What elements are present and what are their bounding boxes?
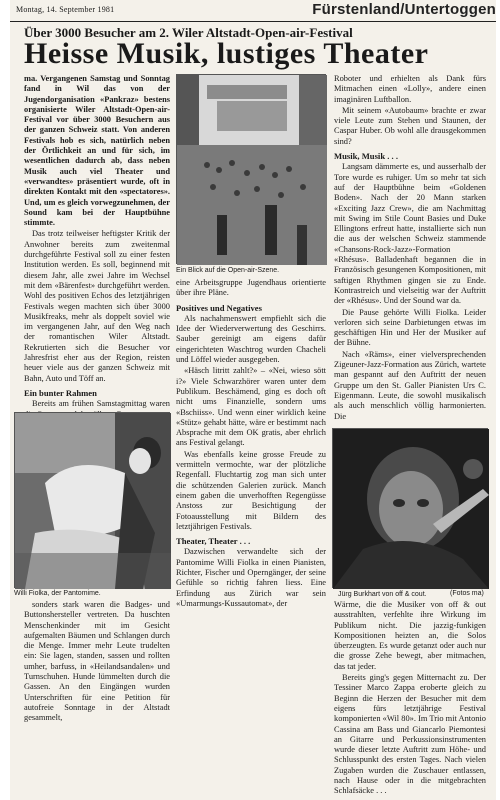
page-header [10,0,496,22]
paragraph: sonders stark waren die Badges- und Buttonshersteller vertreten. Da huschten Menschenkinder mit im Gesicht aufgemalten Bäumen und Schlangen durch die Menge. Immer mehr Leute trudelten ein: Sie lagen, standen, sassen und rollten umher, barfuss, in «Heilandsandalen» und Turnschuhen. Hunde lümmelten durch die Gassen. An den Eingängen wurden Unterschriften für eine Petition für autofreie Sonntage in der Altstadt gesammelt, [24,600,170,723]
mime-photo-image [15,413,171,589]
crowd-photo-caption: Ein Blick auf die Open-air-Szene. [176,267,280,274]
lead-paragraph: ma. Vergangenen Samstag und Sonntag fand in Wil das von der Jugendorganisation «Pankraz» bestens organisierte Wiler Altstadt-Open-air-Festival vor über 3000 Besuchern aus der ganzen Schweiz statt. Von anderen Festivals hob es sich, natürlich neben der Örtlichkeit an und für sich, im wesentlichen dadurch ab, dass neben Musik auch viel Theater und «verwandtes» präsentiert wurde, oft in direkten Kontakt mit den «spectatores». Und, um es gleich vorwegzunehmen, der Sound kam bei der Hauptbühne stimmte. [24,74,170,228]
paragraph: Das trotz teilweiser heftigster Kritik der Anwohner bereits zum zweitenmal durchgeführte Festival soll zu einer festen Institution werden. Es soll, beginnend mit diesem Jahr, alle zwei Jahre im Wechsel mit dem «Bärenfest» durchgeführt werden. Wohl des positiven Echos des letztjährigen Festivals wegen machten sich über 3000 Musikfreaks, mehr als doppelt soviel wie im vergangenen Jahr, auf den Weg nach der romantischen Wiler Altstadt. Rekrutierten sich die Besucher vor Jahresfrist eher aus der Region, reisten heuer viele aus der ganzen Schweiz mit Bahn, Auto und Töff an. [24,229,170,383]
saxophonist-photo-image [333,429,489,589]
paragraph: Was ebenfalls keine grosse Freude zu vermitteln vermochte, war der plötzliche Regenfall. Fluchtartig zog man sich unter die schützenden Galerien zurück. Manch einem gaben die unverhofften Regengüsse Anstoss zur Besichtigung der Fotoausstellung mit Bildern des letztjährigen Festivals. [176,449,326,531]
photo-credit: (Fotos ma) [450,590,484,597]
paragraph: Mit seinem «Autobaum» brachte er zwar viele Leute zum Stehen und Staunen, der Caspar Huber. Ob wohl alle drausgekommen sind? [334,105,486,146]
paragraph: Bereits am frühen Samstagmittag waren [32,399,170,409]
article-headline: Heisse Musik, lustiges Theater [24,37,429,70]
paragraph: Nach «Räms», einer vielversprechenden Zigeuner-Jazz-Formation aus Zürich, wartete man gespannt auf den Auftritt der neuen Gruppe um den St. Galler Pianisten Urs C. Eigenmann. Leute, die sowohl musikalisch als auch menschlich völlig harmonierten. Die [334,349,486,421]
paragraph: Roboter und erhielten als Dank fürs Mitmachen einen «Lolly», andere einen imaginären Luftballon. [334,74,486,104]
article-column-3-continued [334,600,486,796]
subheading: Musik, Musik . . . [334,151,398,162]
section-title: Fürstenland/Untertoggen [312,1,496,18]
mime-photo-caption: Willi Fiolka, der Pantomime. [14,590,101,597]
subheading: Theater, Theater . . . [176,536,251,547]
subheading: Ein bunter Rahmen [24,387,97,398]
paragraph: «Häsch litritt zahlt?» – «Nei, wieso sött i?» Viele Schwarzhörer waren unter dem Publikum. Beschämend, ging es doch oft nicht ums Finanzielle, sondern ums «Bschiiss». Und wenn einer wirklich keine «Stütz» gehabt hätte, wäre er bestimmt nach Absprache mit dem OK gratis, aber ehrlich ans Festival gelangt. [176,366,326,448]
article-column-3 [334,74,486,426]
crowd-photo [176,74,326,264]
paragraph: Als nachahmenswert empfiehlt sich die Idee der Wiederverwertung des Geschirrs. Sauber gereinigt am eigens dafür eingerichteten Waschtrog wurden Chacheli und Löffel wieder ausgegeben. [176,313,326,365]
paragraph: Langsam dämmerte es, und ausserhalb der Tore wurde es ruhiger. Um so mehr tat sich auf der Hauptbühne beim «Goldenen Boden». Nach der 20 Mann starken «Exciting Jazz Crew», die am Nachmittag mit Swing im Stile Count Basies und Duke Ellingtons erfreut hatte, installierte sich nun die aus der welschen Schweiz stammende «Chansons-Rock-Jazz»-Formation «Rhésus». Balladenhaft begannen die in Französisch gesungenen Kompositionen, mit saftigen Rhythmen gingen sie zu Ende. Kontrastreich und vielseitig war der Auftritt der «Rhésus». Und der Sound war da. [334,162,486,306]
mime-photo [14,412,170,588]
article-column-1 [24,74,170,409]
article-column-1-continued [24,600,170,780]
paragraph: eine Arbeitsgruppe Jugendhaus orientierte über ihre Pläne. [176,278,326,298]
paragraph: Dazwischen verwandelte sich der Pantomime Willi Fiolka in einen Pianisten, Richter, Fischer und Operngänger, der seine Gefühle so richtig fahren liess. Eine Erfindung aus Zürich war sein «Umarmungs-Kussautomat», der [176,547,326,608]
paragraph: Bereits ging's gegen Mitternacht zu. Der Tessiner Marco Zappa eroberte gleich zu Beginn die Herzen der Besucher mit dem eigens fürs letztjährige Festival komponierten «Wil 80». Im Trio mit Antonio Cassina am Bass und Giancarlo Piemontesi an Gitarre und Perkussionsinstrumenten wurde dieser letzte Auftritt zum Höhe- und Schlusspunkt des ersten Tages. Nach vielen Zugaben wurden die Zuschauer entlassen, nach Hause oder in die mitgebrachten Schlafsäcke . . . [334,673,486,796]
paragraph: Die Pause gehörte Willi Fiolka. Leider verloren sich seine Darbietungen etwas im geschäftigen Hin und Her der Musiker auf der Bühne. [334,307,486,348]
saxophonist-photo-caption: Jürg Burkhart von off & cout. [338,591,427,598]
article-column-2 [176,278,326,608]
saxophonist-photo [332,428,488,588]
dateline: Montag, 14. September 1981 [16,5,115,14]
subheading: Positives und Negatives [176,302,262,313]
crowd-photo-image [177,75,327,265]
paragraph: Wärme, die die Musiker von off & out ausstrahlten, verfehlte ihre Wirkung im Publikum nicht. Die jazzig-funkigen Kompositionen heizten an, die Solos überzeugten. Es wurde getanzt oder auch nur die grosse Zehe bewegt, aber mitmachen, das tat jeder. [334,600,486,671]
article-kicker: Über 3000 Besucher am 2. Wiler Altstadt-Open-air-Festival [24,25,353,40]
